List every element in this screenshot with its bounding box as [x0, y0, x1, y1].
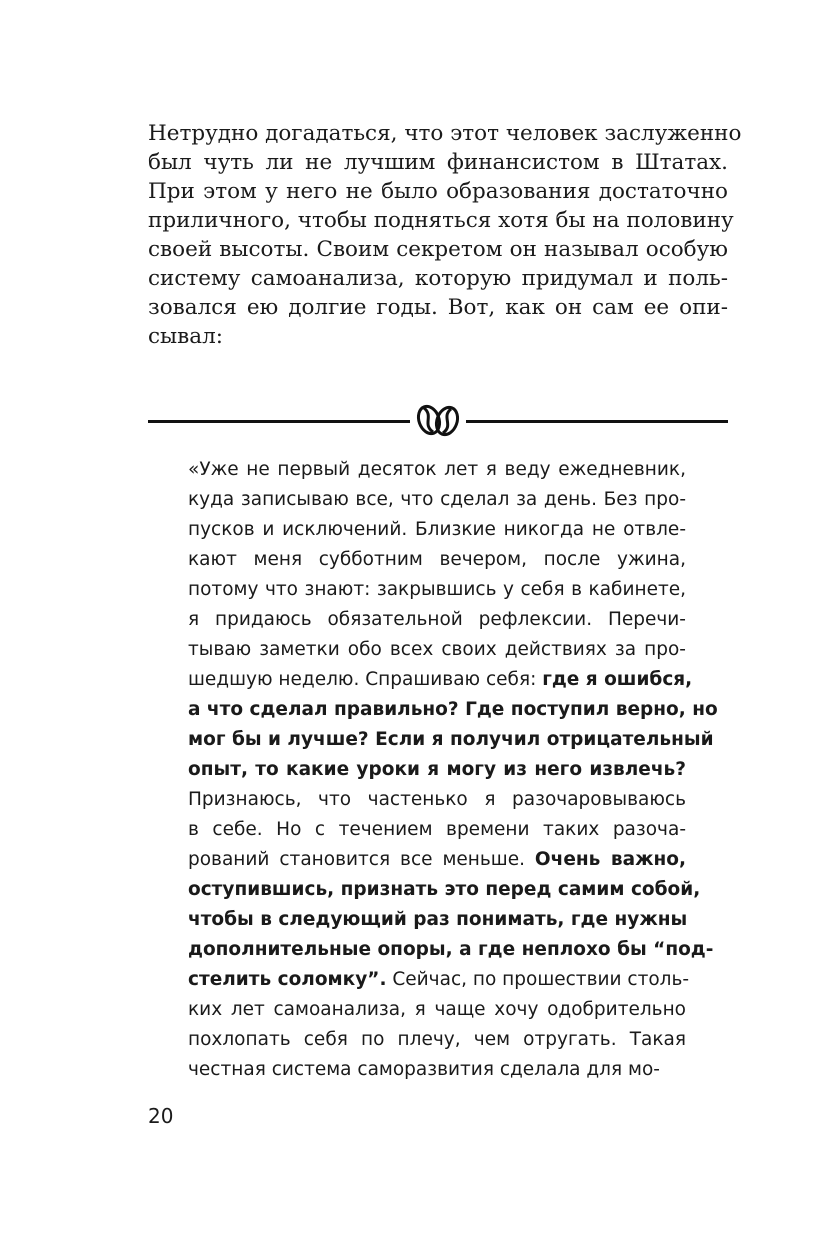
intro-line: сывал:: [148, 324, 223, 349]
quote-bold-text: стелить соломку”.: [188, 969, 387, 990]
quote-text: потому что знают: закрывшись у себя в кабинете,: [188, 579, 686, 600]
quote-text: похлопать себя по плечу, чем отругать. Такая: [188, 1029, 686, 1050]
quote-line: [188, 455, 686, 485]
quote-line: [188, 785, 686, 815]
quote-text: пусков и исключений. Близкие никогда не отвле-: [188, 519, 686, 540]
quote-text: я придаюсь обязательной рефлексии. Перечи-: [188, 609, 686, 630]
quote-text: Сейчас, по прошествии столь-: [386, 969, 690, 990]
quote-text: Признаюсь, что частенько я разочаровываюсь: [188, 789, 686, 810]
quote-line: [188, 635, 686, 665]
quote-bold-text: дополнительные опоры, а где неплохо бы “под-: [188, 939, 714, 960]
quote-line: [188, 605, 686, 635]
coffee-beans-icon: [414, 400, 462, 440]
quote-line: [188, 1055, 686, 1085]
quote-line: [188, 845, 686, 875]
quote-line: [188, 485, 686, 515]
intro-line: систему самоанализа, которую придумал и поль-: [148, 266, 728, 291]
intro-line: При этом у него не было образования достаточно: [148, 179, 728, 204]
intro-line: Нетрудно догадаться, что этот человек заслуженно: [148, 121, 742, 146]
quote-block: [188, 455, 718, 1085]
quote-text: шедшую неделю. Спрашиваю себя:: [188, 669, 543, 690]
intro-paragraph: [148, 119, 742, 351]
quote-line: [188, 875, 701, 905]
quote-text: ких лет самоанализа, я чаще хочу одобрительно: [188, 999, 686, 1020]
quote-text: кают меня субботним вечером, после ужина,: [188, 549, 686, 570]
quote-bold-text: где я ошибся,: [542, 669, 693, 690]
intro-line: зовался ею долгие годы. Вот, как он сам ее опи-: [148, 295, 728, 320]
quote-line: [188, 725, 714, 755]
quote-line: [188, 515, 686, 545]
quote-line: [188, 545, 686, 575]
quote-bold-text: чтобы в следующий раз понимать, где нужны: [188, 909, 688, 930]
quote-line: [188, 935, 714, 965]
quote-bold-text: а что сделал правильно? Где поступил верно, но: [188, 699, 718, 720]
quote-line: [188, 695, 718, 725]
quote-line: [188, 1025, 686, 1055]
quote-text: честная система саморазвития сделала для мо-: [188, 1059, 660, 1080]
quote-line: [188, 995, 686, 1025]
quote-bold-text: Очень важно,: [534, 849, 687, 870]
quote-line: [188, 575, 686, 605]
quote-text: куда записываю все, что сделал за день. Без про-: [188, 489, 686, 510]
quote-bold-text: мог бы и лучше? Если я получил отрицательный: [188, 729, 714, 750]
quote-line: [188, 815, 686, 845]
divider-rule-left: [148, 420, 410, 423]
quote-line: [188, 905, 686, 935]
quote-bold-text: оступившись, признать это перед самим собой,: [188, 879, 701, 900]
intro-line: был чуть ли не лучшим финансистом в Штатах.: [148, 150, 728, 175]
quote-text: рований становится все меньше.: [188, 849, 535, 870]
quote-text: «Уже не первый десяток лет я веду ежедневник,: [188, 459, 686, 480]
quote-text: тываю заметки обо всех своих действиях за про-: [188, 639, 686, 660]
quote-bold-text: опыт, то какие уроки я могу из него извлечь?: [188, 759, 686, 780]
section-divider: [148, 398, 728, 442]
intro-line: своей высоты. Своим секретом он называл особую: [148, 237, 728, 262]
quote-line: [188, 755, 686, 785]
quote-line: [188, 665, 693, 695]
quote-text: в себе. Но с течением времени таких разоча-: [188, 819, 686, 840]
quote-line: [188, 965, 690, 995]
divider-rule-right: [466, 420, 728, 423]
page-number: 20: [148, 1104, 174, 1128]
intro-line: приличного, чтобы подняться хотя бы на половину: [148, 208, 734, 233]
